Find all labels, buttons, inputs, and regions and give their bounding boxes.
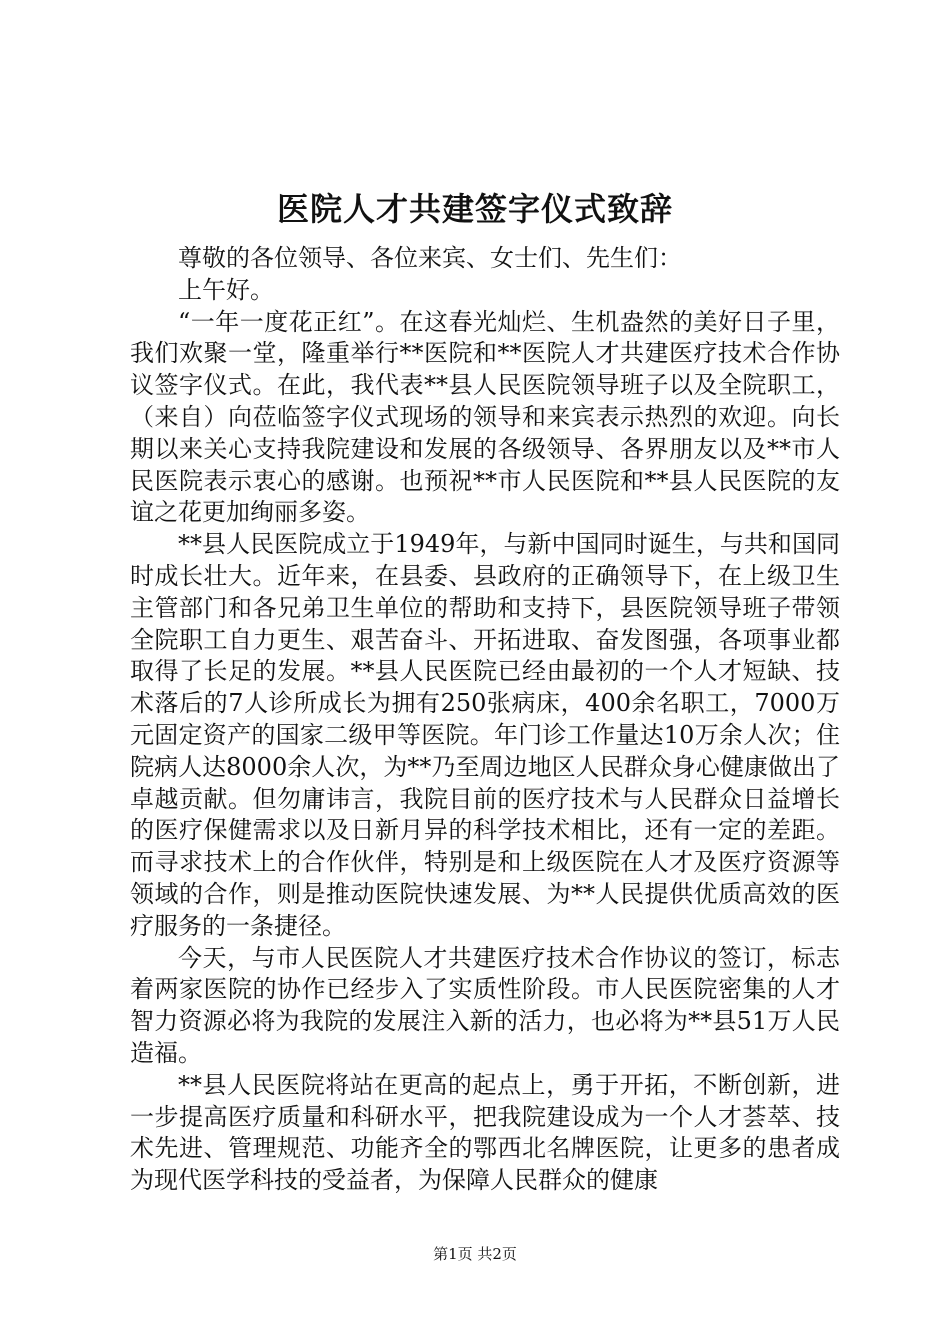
body-paragraph: 今天，与市人民医院人才共建医疗技术合作协议的签订，标志着两家医院的协作已经步入了实质性阶段。市人民医院密集的人才智力资源必将为我院的发展注入新的活力，也必将为**县51万人民造福。 <box>130 943 840 1067</box>
document-title: 医院人才共建签字仪式致辞 <box>276 190 673 228</box>
body-paragraph: “一年一度花正红”。在这春光灿烂、生机盎然的美好日子里，我们欢聚一堂，隆重举行**医院和**医院人才共建医疗技术合作协议签字仪式。在此，我代表**县人民医院领导班子以及全院职工，（来自）向莅临签字仪式现场的领导和来宾表示热烈的欢迎。向长期以来关心支持我院建设和发展的各级领导、各界朋友以及**市人民医院表示衷心的感谢。也预祝**市人民医院和**县人民医院的友谊之花更加绚丽多姿。 <box>130 307 840 527</box>
greeting-line: 上午好。 <box>178 275 274 304</box>
body-paragraph: **县人民医院成立于1949年，与新中国同时诞生，与共和国同时成长壮大。近年来，在县委、县政府的正确领导下，在上级卫生主管部门和各兄弟卫生单位的帮助和支持下，县医院领导班子带领全院职工自力更生、艰苦奋斗、开拓进取、奋发图强，各项事业都取得了长足的发展。**县人民医院已经由最初的一个人才短缺、技术落后的7人诊所成长为拥有250张病床，400余名职工，7000万元固定资产的国家二级甲等医院。年门诊工作量达10万余人次；住院病人达8000余人次，为**乃至周边地区人民群众身心健康做出了卓越贡献。但勿庸讳言，我院目前的医疗技术与人民群众日益增长的医疗保健需求以及日新月异的科学技术相比，还有一定的差距。而寻求技术上的合作伙伴，特别是和上级医院在人才及医疗资源等领域的合作，则是推动医院快速发展、为**人民提供优质高效的医疗服务的一条捷径。 <box>130 530 840 940</box>
salutation-line: 尊敬的各位领导、各位来宾、女士们、先生们： <box>178 244 682 272</box>
body-paragraph: **县人民医院将站在更高的起点上，勇于开拓，不断创新，进一步提高医疗质量和科研水平，把我院建设成为一个人才荟萃、技术先进、管理规范、功能齐全的鄂西北名牌医院，让更多的患者成为现代医学科技的受益者，为保障人民群众的健康 <box>130 1070 840 1195</box>
page-number-footer: 第1页 共2页 <box>433 1245 517 1263</box>
document-body <box>130 243 840 1197</box>
